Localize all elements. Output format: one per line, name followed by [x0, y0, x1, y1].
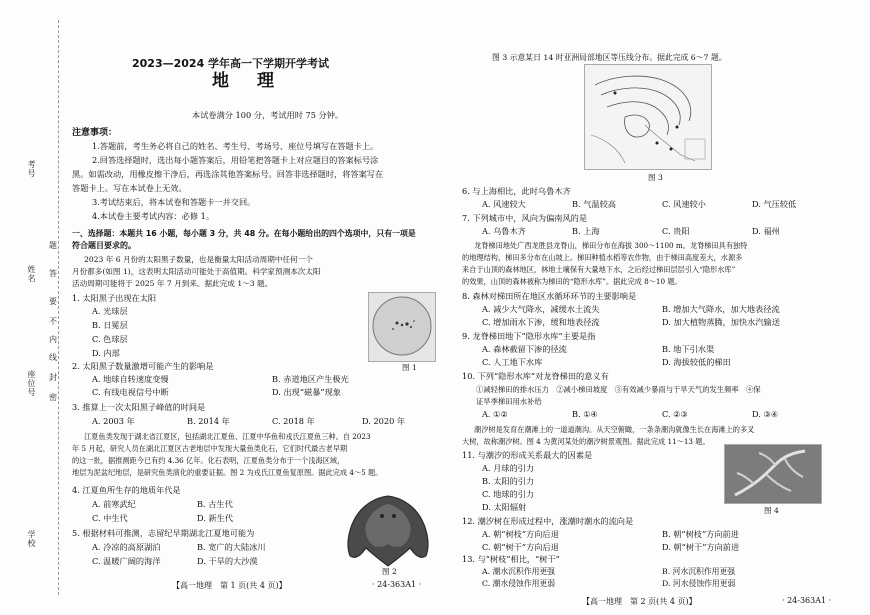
fish-fossil-image — [342, 490, 434, 572]
q2-opt-a: A. 地球自转速度变慢 — [92, 374, 169, 384]
q5-opt-c: C. 温暖广阔的海洋 — [92, 556, 161, 566]
q6-opt-c: C. 风速较小 — [662, 199, 706, 209]
fold-char-3: 要 — [49, 297, 57, 306]
q4-stem: 4. 江夏鱼所生存的地质年代是 — [72, 485, 181, 495]
right-footer-page: 【高一地理 第 2 页(共 4 页)】 — [582, 597, 697, 606]
q8-opt-d: D. 加大植物蒸腾，加快水汽输送 — [662, 317, 780, 327]
q3-opt-b: B. 2014 年 — [187, 416, 230, 426]
passage4-line2: 大树，故称潮汐树。图 4 为黄河某处的潮汐树景观图。据此完成 11～13 题。 — [462, 437, 710, 446]
exam-meta: 本试卷满分 100 分，考试用时 75 分钟。 — [192, 110, 344, 120]
notice-3: 黑。如需改动，用橡皮擦干净后，再选涂其他答案标号。回答非选择题时，将答案写在 — [72, 169, 384, 179]
notice-1: 1.答题前，考生务必将自己的姓名、考生号、考场号、座位号填写在答题卡上。 — [92, 141, 379, 151]
passage1-line2: 月份都多(如图 1)，这表明太阳活动可能处于高值期。科学家预测本次太阳 — [72, 267, 321, 276]
q13-opt-c: C. 潮水侵蚀作用更弱 — [482, 579, 556, 588]
q1-opt-b: B. 日冕层 — [92, 320, 128, 330]
fold-dashed-line — [58, 20, 59, 595]
q9-opt-d: D. 海拔较低的梯田 — [662, 357, 731, 367]
q1-opt-c: C. 色球层 — [92, 334, 128, 344]
figure2-fish — [342, 490, 434, 572]
q2-opt-d: D. 出现“磁暴”现象 — [272, 387, 341, 397]
q7-opt-b: B. 上海 — [572, 226, 600, 236]
q9-opt-c: C. 人工地下水库 — [482, 357, 543, 367]
q1-opt-d: D. 内部 — [92, 348, 120, 358]
passage2-line1: 江夏鱼类发现于湖北省江夏区，包括湖北江夏鱼、江夏中华鱼和戎氏江夏鱼三种。自 2023 — [84, 432, 371, 441]
passage1-line1: 2023 年 6 月份的太阳黑子数量，也是衡量太阳活动周期中任何一个 — [84, 255, 313, 264]
figure4-caption: 图 4 — [764, 506, 779, 515]
q13-opt-a: A. 潮水沉积作用更强 — [482, 567, 555, 576]
fold-char-7: 封 — [49, 373, 57, 382]
q12-opt-a: A. 朝“树枝”方向后退 — [482, 529, 559, 539]
q10-statements-cont: 证旱季梯田用水补给 — [476, 397, 542, 406]
q9-opt-a: A. 森林截留下渗的径流 — [482, 344, 567, 354]
notice-4: 答题卡上。写在本试卷上无效。 — [72, 183, 187, 193]
q11-stem: 11. 与潮汐的形成关系最大的因素是 — [462, 450, 593, 460]
fold-char-4: 不 — [49, 317, 57, 326]
figure3-caption: 图 3 — [648, 173, 663, 182]
passage2-line4: 地层为泥盆纪地层，是研究鱼类演化的重要证据。图 2 为戎氏江夏鱼复原图。据此完成 4～5 题。 — [72, 468, 383, 477]
q11-opt-c: C. 地球的引力 — [482, 489, 535, 499]
q11-opt-d: D. 太阳辐射 — [482, 502, 527, 512]
passage3-line2: 的地理结构，梯田多分布在山坡上。梯田种植水稻等农作物，由于梯田高度差大，水源多 — [462, 253, 743, 262]
q12-opt-d: D. 朝“树干”方向前进 — [662, 542, 740, 552]
subject-title: 地理 — [212, 71, 302, 91]
passage1-line3: 活动周期可能将于 2025 年 7 月到来。据此完成 1～3 题。 — [72, 279, 273, 288]
q2-stem: 2. 太阳黑子数量激增可能产生的影响是 — [72, 361, 214, 371]
figure1-sun — [368, 292, 436, 362]
figure3-isobar-map — [584, 64, 712, 170]
q13-opt-d: D. 河水侵蚀作用更弱 — [662, 579, 736, 588]
q5-opt-a: A. 冷凉的高原湖泊 — [92, 542, 161, 552]
passage2-line3: 的这一批，据推测距今已有约 4.36 亿年。化石表明，江夏鱼类分布于一个浅海区域， — [72, 456, 345, 465]
left-footer-code: · 24-363A1 · — [372, 580, 422, 589]
q5-opt-b: B. 宽广的大陆冰川 — [197, 542, 266, 552]
q12-stem: 12. 潮汐树在形成过程中，涨潮时潮水的流向是 — [462, 516, 634, 526]
notice-5: 3.考试结束后，将本试卷和答题卡一并交回。 — [92, 197, 256, 207]
left-footer-page: 【高一地理 第 1 页(共 4 页)】 — [172, 581, 287, 590]
q10-opt-d: D. ③④ — [752, 409, 779, 419]
q1-opt-a: A. 光球层 — [92, 306, 128, 316]
q6-opt-a: A. 风速较大 — [482, 199, 526, 209]
binding-margin — [0, 0, 62, 615]
q8-opt-c: C. 增加雨水下渗，缓和地表径流 — [482, 317, 600, 327]
q4-opt-d: D. 新生代 — [197, 513, 234, 523]
q5-opt-d: D. 干旱的大沙漠 — [197, 556, 258, 566]
q10-stem: 10. 下列“隐形水库”对龙脊梯田的意义有 — [462, 371, 609, 381]
sun-image — [369, 293, 435, 361]
q3-opt-c: C. 2018 年 — [272, 416, 315, 426]
figure1-caption: 图 1 — [402, 363, 417, 372]
q9-stem: 9. 龙脊梯田地下“隐形水库”主要是指 — [462, 331, 596, 341]
q10-opt-a: A. ①② — [482, 409, 508, 419]
q3-opt-d: D. 2020 年 — [362, 416, 406, 426]
q10-opt-c: C. ②③ — [662, 409, 688, 419]
q7-opt-c: C. 贵阳 — [662, 226, 690, 236]
q7-stem: 7. 下列城市中，风向为偏南风的是 — [462, 213, 588, 223]
q6-stem: 6. 与上海相比，此时乌鲁木齐 — [462, 186, 571, 196]
passage2-line2: 年 5 月起，研究人员在湖北江夏区古老地层中发现大量鱼类化石，它们时代最古老早期 — [72, 444, 348, 453]
q6-opt-b: B. 气温较高 — [572, 199, 616, 209]
q12-opt-b: B. 朝“树枝”方向前进 — [662, 529, 739, 539]
q3-stem: 3. 推算上一次太阳黑子峰值的时间是 — [72, 402, 206, 412]
q8-opt-a: A. 减少大气降水，减缓水土流失 — [482, 304, 600, 314]
exam-title: 2023—2024 学年高一下学期开学考试 — [132, 57, 330, 70]
q6-opt-d: D. 气压较低 — [752, 199, 797, 209]
right-footer-code: · 24-363A1 · — [782, 596, 832, 605]
q7-opt-d: D. 福州 — [752, 226, 780, 236]
q11-opt-a: A. 月球的引力 — [482, 463, 535, 473]
q7-opt-a: A. 乌鲁木齐 — [482, 226, 526, 236]
label-seat-number: 座位号 — [27, 370, 36, 397]
q9-opt-b: B. 地下引水渠 — [662, 344, 715, 354]
label-exam-number: 考号 — [27, 160, 36, 178]
q10-opt-b: B. ①④ — [572, 409, 598, 419]
q12-opt-c: C. 朝“树干”方向后退 — [482, 542, 559, 552]
passage4-line1: 潮汐树是发育在潮滩上的一道道潮沟。从天空俯瞰，一条条潮沟就像生长在海滩上的多叉 — [474, 425, 755, 434]
passage3-line1: 龙脊梯田地处广西龙胜县龙脊山，梯田分布在海拔 300～1100 m。龙脊梯田具有独特 — [474, 241, 748, 250]
label-school: 学校 — [27, 530, 36, 548]
q4-opt-c: C. 中生代 — [92, 513, 128, 523]
fold-char-8: 密 — [49, 393, 57, 402]
fig3-intro: 图 3 示意某日 14 时亚洲局部地区等压线分布。据此完成 6～7 题。 — [492, 53, 727, 62]
q5-stem: 5. 根据材料可推测，志留纪早期湖北江夏地可能为 — [72, 528, 255, 538]
fold-char-2: 答 — [49, 269, 57, 278]
q3-opt-a: A. 2003 年 — [92, 416, 135, 426]
figure4-tidal-tree — [724, 444, 822, 504]
notice-title: 注意事项： — [72, 128, 118, 138]
tidal-tree-image — [725, 445, 821, 503]
q10-statements: ①减轻梯田的排水压力 ②减小梯田坡度 ③有效减少暴雨与干旱天气的发生频率 ④保 — [476, 385, 761, 394]
q4-opt-a: A. 前寒武纪 — [92, 499, 136, 509]
q8-opt-b: B. 增加大气降水，加大地表径流 — [662, 304, 780, 314]
q4-opt-b: B. 古生代 — [197, 499, 233, 509]
label-name: 姓名 — [27, 265, 36, 283]
q8-stem: 8. 森林对梯田所在地区水循环环节的主要影响是 — [462, 291, 637, 301]
q2-opt-c: C. 有线电视信号中断 — [92, 387, 169, 397]
passage3-line3: 来自于山顶的森林地区，林地土壤保有大量地下水，之后经过梯田层层引入“隐形水库” — [462, 265, 736, 274]
passage3-line4: 的效果，山顶的森林被称为梯田的“隐形水库”。据此完成 8～10 题。 — [462, 277, 682, 286]
q11-opt-b: B. 太阳的引力 — [482, 476, 535, 486]
section1-instruction-cont: 符合题目要求的。 — [72, 241, 136, 250]
q13-stem: 13. 与“树枝”相比，“树干” — [462, 554, 560, 564]
figure2-caption: 图 2 — [382, 567, 397, 576]
isobar-map-image — [585, 65, 711, 169]
q2-opt-b: B. 赤道地区产生极光 — [272, 374, 349, 384]
fold-char-5: 内 — [49, 335, 57, 344]
fold-char-6: 线 — [49, 353, 57, 362]
notice-2: 2.回答选择题时，选出每小题答案后，用铅笔把答题卡上对应题目的答案标号涂 — [92, 155, 379, 165]
section1-instruction: 一、选择题：本题共 16 小题，每小题 3 分，共 48 分。在每小题给出的四个选项中，只有一项是 — [72, 229, 416, 238]
notice-6: 4.本试卷主要考试内容：必修 1。 — [92, 211, 215, 221]
q1-stem: 1. 太阳黑子出现在太阳 — [72, 293, 157, 303]
q13-opt-b: B. 河水沉积作用更强 — [662, 567, 736, 576]
fold-char-1: 题 — [49, 241, 57, 250]
